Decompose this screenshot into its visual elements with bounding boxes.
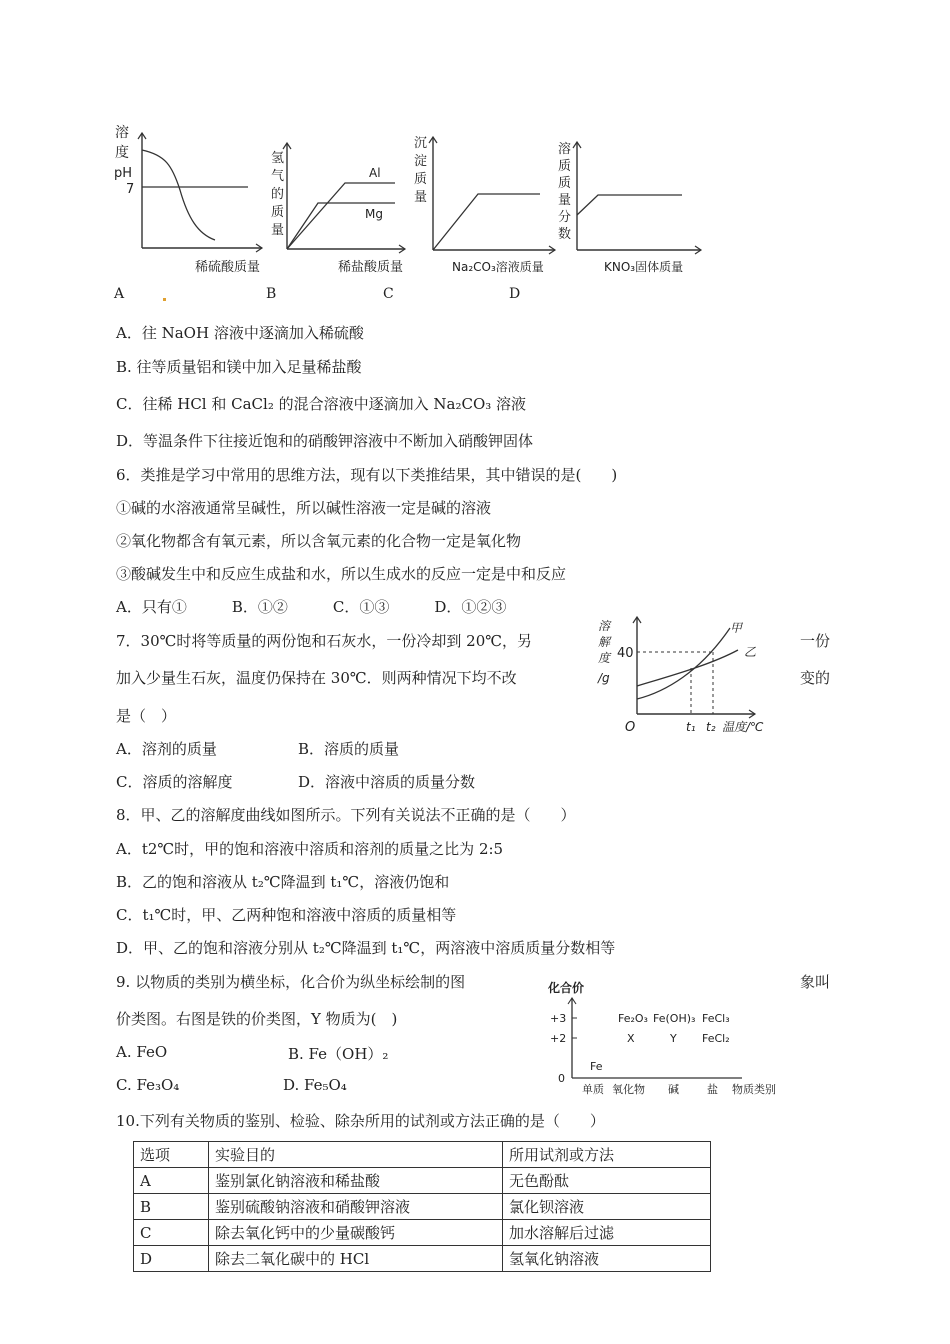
- table-cell: 鉴别氯化钠溶液和稀盐酸: [209, 1168, 503, 1194]
- q8-stem: 8．甲、乙的溶解度曲线如图所示。下列有关说法不正确的是（ ）: [116, 806, 576, 824]
- table-cell: 氯化钡溶液: [503, 1194, 711, 1220]
- graph-c-y4: 量: [414, 190, 428, 205]
- valence-x: X: [627, 1032, 635, 1045]
- sol-graph-y2: 解: [598, 635, 611, 649]
- q9-stem-line1-end: 象叫: [800, 973, 831, 991]
- graph-letter-c: C: [383, 286, 394, 302]
- graph-b-y3: 的: [271, 187, 285, 202]
- graph-b-y2: 气: [271, 169, 285, 184]
- sol-graph-yi: 乙: [744, 645, 757, 659]
- valence-xcat-elemental: 单质: [582, 1083, 604, 1096]
- sol-graph-t2: t₂: [706, 720, 716, 734]
- valence-xcat-salt: 盐: [707, 1083, 718, 1096]
- table-cell: 除去氧化钙中的少量碳酸钙: [209, 1220, 503, 1246]
- q7-stem-line1: 7．30℃时将等质量的两份饱和石灰水，一份冷却到 20℃，另: [116, 632, 533, 650]
- q6-statement-2: ②氧化物都含有氧元素，所以含氧元素的化合物一定是氧化物: [116, 532, 522, 550]
- sol-graph-origin: O: [625, 720, 636, 735]
- table-cell: 除去二氧化碳中的 HCl: [209, 1246, 503, 1272]
- graph-c-y1: 沉: [414, 136, 428, 151]
- q9-option-b: B. Fe（OH）₂: [288, 1045, 389, 1063]
- graph-b-al-label: Al: [369, 166, 381, 180]
- q6-stem: 6．类推是学习中常用的思维方法，现有以下类推结果，其中错误的是( ): [116, 466, 618, 484]
- q7-option-b: B．溶质的质量: [298, 740, 400, 758]
- q5-option-d: D．等温条件下往接近饱和的硝酸钾溶液中不断加入硝酸钾固体: [116, 432, 534, 450]
- table-cell: D: [134, 1246, 209, 1272]
- valence-xcat-base: 碱: [668, 1083, 679, 1096]
- sol-graph-xlabel: 温度/℃: [722, 720, 764, 734]
- sol-graph-tick-40: 40: [617, 646, 634, 661]
- table-cell: 加水溶解后过滤: [503, 1220, 711, 1246]
- q6-statement-3: ③酸碱发生中和反应生成盐和水，所以生成水的反应一定是中和反应: [116, 565, 567, 583]
- table-header-cell: 实验目的: [209, 1142, 503, 1168]
- q7-stem-line3: 是（ ）: [116, 707, 177, 725]
- sol-graph-jia: 甲: [730, 621, 743, 635]
- table-cell: A: [134, 1168, 209, 1194]
- graph-d-y2: 质: [558, 159, 572, 174]
- graph-letter-a: A: [114, 286, 125, 302]
- graph-d-y5: 分: [558, 210, 572, 225]
- valence-ytick-0: 0: [558, 1072, 565, 1085]
- graph-d-y4: 量: [558, 193, 572, 208]
- q6-options: A．只有① B．①② C．①③ D．①②③: [116, 598, 507, 616]
- valence-fecl3: FeCl₃: [702, 1012, 730, 1025]
- graph-d-y3: 质: [558, 176, 572, 191]
- graph-a-ylabel-2: 度: [115, 145, 129, 161]
- table-cell: B: [134, 1194, 209, 1220]
- table-header-cell: 选项: [134, 1142, 209, 1168]
- graph-b-mg-label: Mg: [365, 207, 383, 221]
- valence-ytick-plus2: +2: [550, 1032, 567, 1045]
- q5-option-a: A．往 NaOH 溶液中逐滴加入稀硫酸: [116, 324, 364, 342]
- valence-ylabel: 化合价: [548, 981, 585, 995]
- graph-d-y1: 溶: [558, 142, 572, 157]
- graph-b-y4: 质: [271, 205, 285, 220]
- sol-graph-y4: /g: [598, 671, 610, 685]
- graph-c-xlabel: Na₂CO₃溶液质量: [452, 260, 544, 274]
- table-row: [134, 1246, 711, 1272]
- q7-option-a: A．溶剂的质量: [116, 740, 217, 758]
- q7-option-d: D．溶液中溶质的质量分数: [298, 773, 476, 791]
- q10-table: [133, 1141, 711, 1272]
- table-header-cell: 所用试剂或方法: [503, 1142, 711, 1168]
- table-cell: 无色酚酞: [503, 1168, 711, 1194]
- q5-option-b: B. 往等质量铝和镁中加入足量稀盐酸: [116, 358, 362, 376]
- q7-stem-line2: 加入少量生石灰，温度仍保持在 30℃．则两种情况下均不改: [116, 669, 517, 687]
- q9-option-d: D. Fe₅O₄: [283, 1076, 347, 1094]
- sol-graph-t1: t₁: [686, 720, 696, 734]
- valence-fe2o3: Fe₂O₃: [618, 1012, 648, 1025]
- graph-letter-d: D: [509, 286, 521, 302]
- graph-a-ylabel-3: pH: [114, 166, 133, 181]
- q9-stem-line2: 价类图。右图是铁的价类图，Y 物质为( ): [116, 1010, 398, 1028]
- q9-option-a: A. FeO: [116, 1043, 168, 1061]
- q6-statement-1: ①碱的水溶液通常呈碱性，所以碱性溶液一定是碱的溶液: [116, 499, 492, 517]
- q8-option-c: C．t₁℃时，甲、乙两种饱和溶液中溶质的质量相等: [116, 906, 457, 924]
- valence-y: Y: [670, 1032, 677, 1045]
- q7-option-c: C．溶质的溶解度: [116, 773, 233, 791]
- graph-b-y1: 氢: [271, 151, 285, 166]
- graph-d-xlabel: KNO₃固体质量: [604, 260, 684, 274]
- valence-xlabel: 物质类别: [732, 1083, 776, 1096]
- table-cell: 鉴别硫酸钠溶液和硝酸钾溶液: [209, 1194, 503, 1220]
- sol-graph-y1: 溶: [598, 619, 611, 633]
- q5-option-c: C．往稀 HCl 和 CaCl₂ 的混合溶液中逐滴加入 Na₂CO₃ 溶液: [116, 395, 527, 413]
- table-cell: C: [134, 1220, 209, 1246]
- q8-option-b: B．乙的饱和溶液从 t₂℃降温到 t₁℃，溶液仍饱和: [116, 873, 450, 891]
- sol-graph-y3: 度: [598, 651, 611, 665]
- valence-ytick-plus3: +3: [550, 1012, 567, 1025]
- q10-stem: 10.下列有关物质的鉴别、检验、除杂所用的试剂或方法正确的是（ ）: [116, 1112, 605, 1130]
- graph-a-ylabel-1: 溶: [115, 125, 129, 141]
- table-row: [134, 1220, 711, 1246]
- q7-stem-line2-end: 变的: [800, 669, 831, 687]
- table-header-row: [134, 1142, 711, 1168]
- q9-stem-line1: 9. 以物质的类别为横坐标，化合价为纵坐标绘制的图: [116, 973, 466, 991]
- graph-c-y3: 质: [414, 172, 428, 187]
- table-cell: 氢氧化钠溶液: [503, 1246, 711, 1272]
- q7-stem-line1-end: 一份: [800, 632, 831, 650]
- valence-fe: Fe: [590, 1060, 603, 1073]
- valence-xcat-oxide: 氧化物: [612, 1083, 645, 1096]
- graph-d-y6: 数: [558, 227, 572, 242]
- table-row: [134, 1168, 711, 1194]
- q9-option-c: C. Fe₃O₄: [116, 1076, 180, 1094]
- graph-a-tick-7: 7: [126, 182, 135, 197]
- graph-letter-b: B: [266, 286, 277, 302]
- valence-feoh3: Fe(OH)₃: [653, 1012, 696, 1025]
- q8-option-d: D．甲、乙的饱和溶液分别从 t₂℃降温到 t₁℃，两溶液中溶质质量分数相等: [116, 939, 616, 957]
- q8-option-a: A．t2℃时，甲的饱和溶液中溶质和溶剂的质量之比为 2:5: [116, 840, 504, 858]
- graph-b-y5: 量: [271, 223, 285, 238]
- graph-a-xlabel: 稀硫酸质量: [195, 260, 261, 275]
- graph-b-xlabel: 稀盐酸质量: [338, 260, 404, 275]
- valence-fecl2: FeCl₂: [702, 1032, 730, 1045]
- table-row: [134, 1194, 711, 1220]
- graph-c-y2: 淀: [414, 154, 428, 169]
